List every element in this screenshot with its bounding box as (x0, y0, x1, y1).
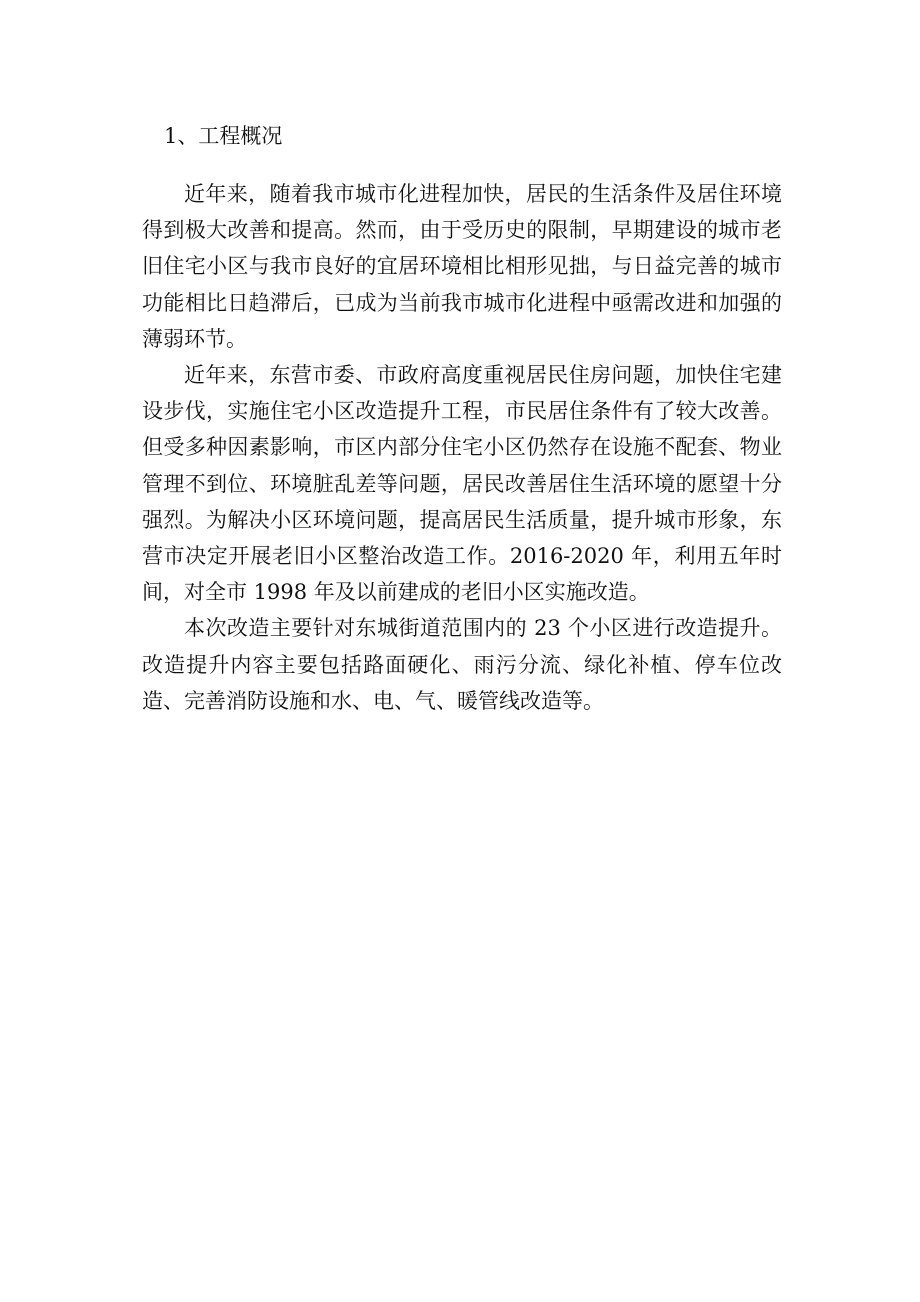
paragraph-policy: 近年来，东营市委、市政府高度重视居民住房问题，加快住宅建设步伐，实施住宅小区改造提升工程，市民居住条件有了较大改善。但受多种因素影响，市区内部分住宅小区仍然存在设施不配套、物业管理不到位、环境脏乱差等问题，居民改善居住生活环境的愿望十分强烈。为解决小区环境问题，提高居民生活质量，提升城市形象，东营市决定开展老旧小区整治改造工作。2016-2020 年，利用五年时间，对全市 1998 年及以前建成的老旧小区实施改造。 (142, 363, 782, 605)
section-heading: 1、工程概况 (164, 124, 283, 148)
paragraph-background: 近年来，随着我市城市化进程加快，居民的生活条件及居住环境得到极大改善和提高。然而，由于受历史的限制，早期建设的城市老旧住宅小区与我市良好的宜居环境相比相形见拙，与日益完善的城市功能相比日趋滞后，已成为当前我市城市化进程中亟需改进和加强的薄弱环节。 (142, 182, 782, 351)
paragraph-scope: 本次改造主要针对东城街道范围内的 23 个小区进行改造提升。改造提升内容主要包括路面硬化、雨污分流、绿化补植、停车位改造、完善消防设施和水、电、气、暖管线改造等。 (142, 616, 782, 713)
